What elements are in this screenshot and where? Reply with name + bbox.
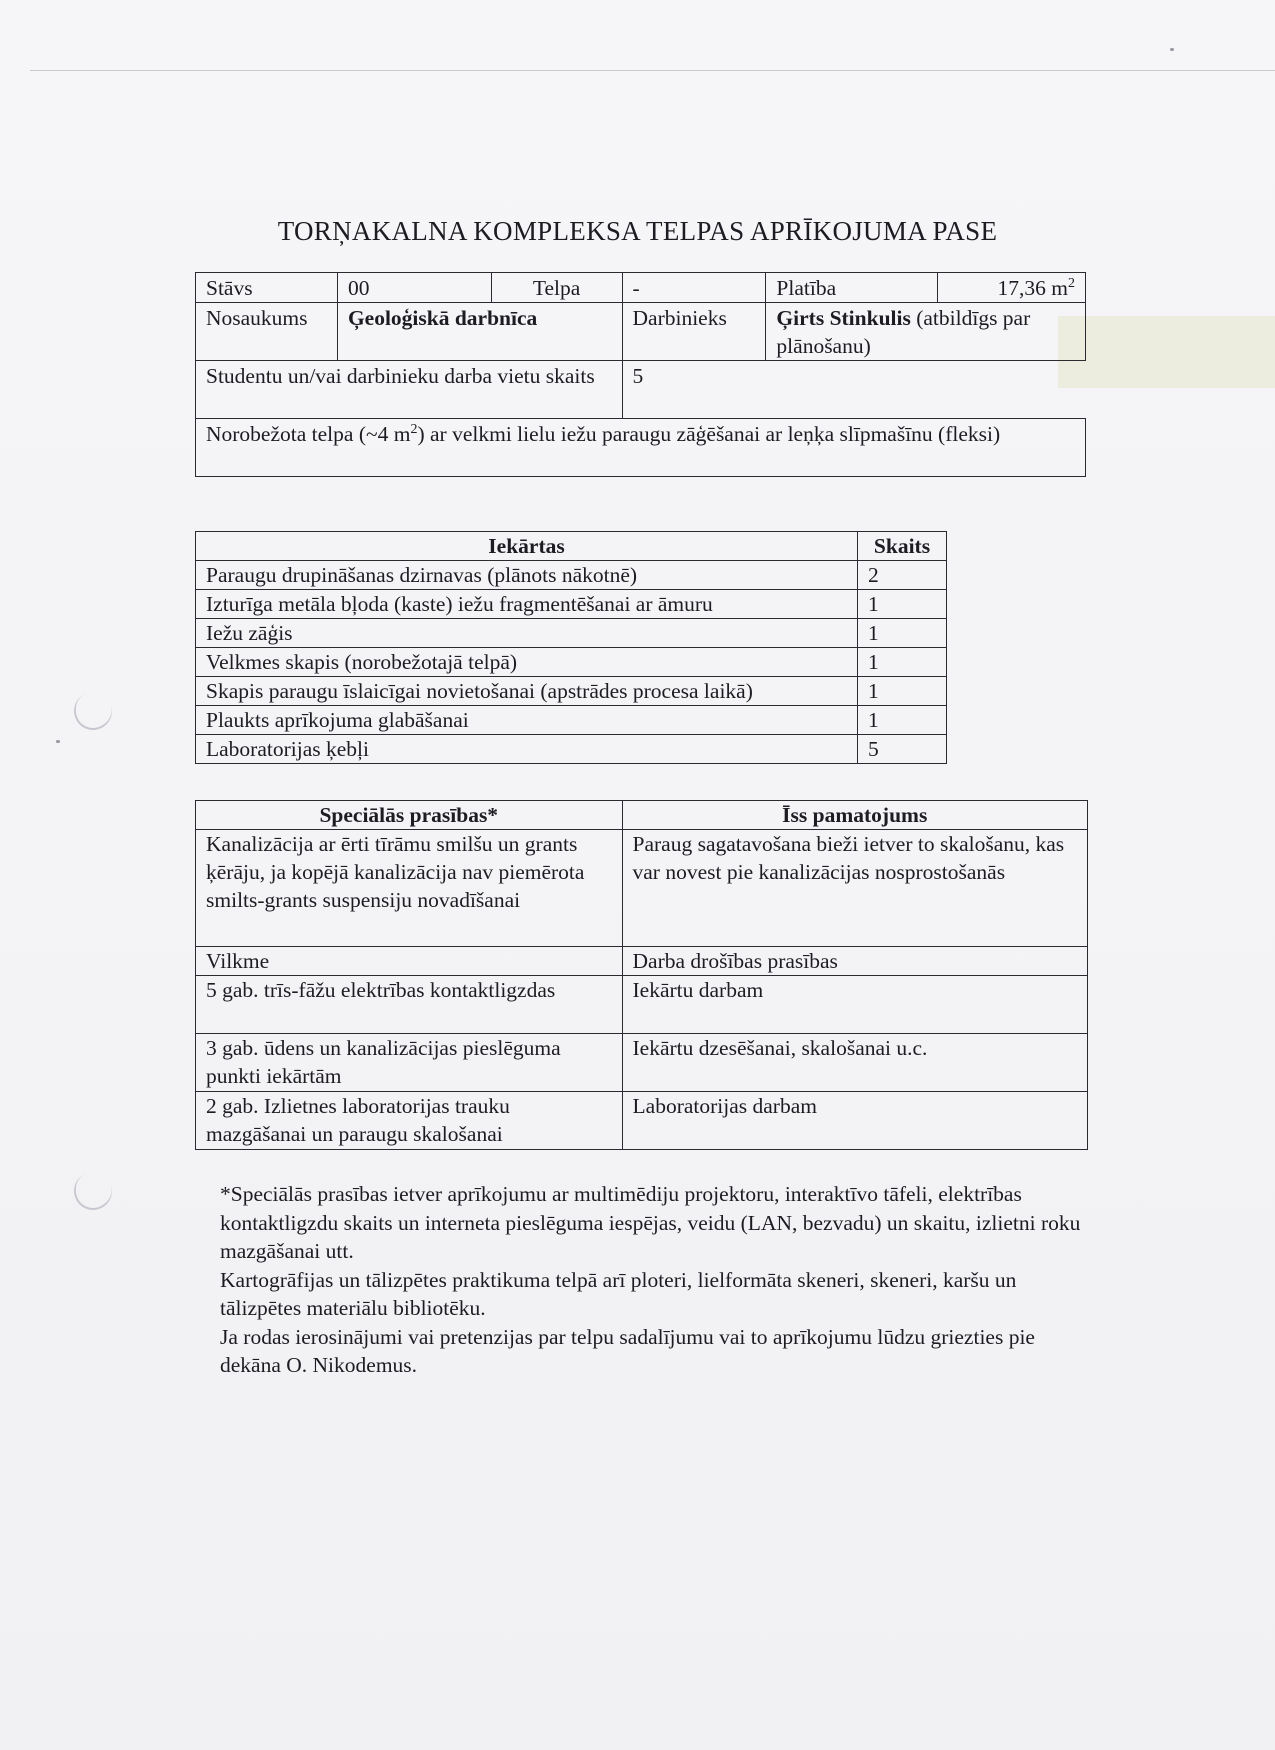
equipment-count: 1 xyxy=(858,677,947,706)
requirements-header-reason: Īss pamatojums xyxy=(622,801,1087,830)
equipment-header-count: Skaits xyxy=(858,532,947,561)
equipment-item: Velkmes skapis (norobežotajā telpā) xyxy=(196,648,858,677)
table-row xyxy=(196,619,947,648)
footnote-paragraph: *Speciālās prasības ietver aprīkojumu ar multimēdiju projektoru, interaktīvo tāfeli, elektrības kontaktligzdu skaits un interneta pieslēguma iespējas, veidu (LAN, bezvadu) un skaitu, izlietni roku mazgāšanai utt. xyxy=(220,1182,1081,1263)
scan-speck xyxy=(1170,48,1174,51)
equipment-item: Plaukts aprīkojuma glabāšanai xyxy=(196,706,858,735)
requirement-reason: Laboratorijas darbam xyxy=(622,1092,1087,1150)
area-value: 17,36 $m^2$ xyxy=(938,273,1086,303)
equipment-header-row xyxy=(196,532,947,561)
equipment-item: Laboratorijas ķebļi xyxy=(196,735,858,764)
floor-label: Stāvs xyxy=(196,273,338,303)
footnote-paragraph: Ja rodas ierosinājumi vai pretenzijas par telpu sadalījumu vai to aprīkojumu lūdzu griezties pie dekāna O. Nikodemus. xyxy=(220,1324,1035,1377)
equipment-item: Izturīga metāla bļoda (kaste) iežu fragmentēšanai ar āmuru xyxy=(196,590,858,619)
table-row xyxy=(196,1092,1088,1150)
tape-strip xyxy=(1058,316,1275,388)
punch-hole-mark xyxy=(69,1167,118,1216)
info-row-note xyxy=(196,419,1086,477)
requirement-text: 2 gab. Izlietnes laboratorijas trauku mazgāšanai un paraugu skalošanai xyxy=(196,1092,623,1150)
requirement-text: 5 gab. trīs-fāžu elektrības kontaktligzdas xyxy=(196,976,623,1034)
equipment-count: 2 xyxy=(858,561,947,590)
scan-edge-line xyxy=(30,70,1275,71)
equipment-count: 5 xyxy=(858,735,947,764)
floor-value: 00 xyxy=(337,273,491,303)
workplaces-label: Studentu un/vai darbinieku darba vietu skaits xyxy=(196,361,623,419)
workplaces-value: 5 xyxy=(622,361,1086,419)
requirement-reason: Darba drošības prasības xyxy=(622,947,1087,976)
equipment-count: 1 xyxy=(858,590,947,619)
equipment-count: 1 xyxy=(858,648,947,677)
staff-value xyxy=(766,303,1086,361)
requirement-text: Vilkme xyxy=(196,947,623,976)
info-row-floor xyxy=(196,273,1086,303)
staff-note: (atbildīgs par plānošanu) xyxy=(776,306,1031,358)
equipment-item: Paraugu drupināšanas dzirnavas (plānots nākotnē) xyxy=(196,561,858,590)
table-row xyxy=(196,706,947,735)
requirements-header-req: Speciālās prasības* xyxy=(196,801,623,830)
equipment-item: Iežu zāģis xyxy=(196,619,858,648)
name-value: Ģeoloģiskā darbnīca xyxy=(337,303,622,361)
staff-name: Ģirts Stinkulis xyxy=(776,306,911,330)
area-label: Platība xyxy=(766,273,938,303)
equipment-table xyxy=(195,531,947,764)
footnote xyxy=(220,1180,1100,1380)
room-info-table xyxy=(195,272,1086,477)
room-value: - xyxy=(622,273,766,303)
room-label: Telpa xyxy=(491,273,622,303)
table-row xyxy=(196,830,1088,947)
info-row-workplaces xyxy=(196,361,1086,419)
table-row xyxy=(196,677,947,706)
equipment-item: Skapis paraugu īslaicīgai novietošanai (apstrādes procesa laikā) xyxy=(196,677,858,706)
page-title: TORŅAKALNA KOMPLEKSA TELPAS APRĪKOJUMA PASE xyxy=(277,216,998,246)
equipment-count: 1 xyxy=(858,706,947,735)
name-label: Nosaukums xyxy=(196,303,338,361)
table-row xyxy=(196,1034,1088,1092)
requirement-text: 3 gab. ūdens un kanalizācijas pieslēguma punkti iekārtām xyxy=(196,1034,623,1092)
staff-label: Darbinieks xyxy=(622,303,766,361)
requirement-reason: Iekārtu dzesēšanai, skalošanai u.c. xyxy=(622,1034,1087,1092)
info-row-name xyxy=(196,303,1086,361)
scan-speck xyxy=(56,740,60,743)
table-row xyxy=(196,590,947,619)
equipment-count: 1 xyxy=(858,619,947,648)
requirement-text: Kanalizācija ar ērti tīrāmu smilšu un grants ķērāju, ja kopējā kanalizācija nav piemērota smilts-grants suspensiju novadīšanai xyxy=(196,830,623,947)
requirement-reason: Iekārtu darbam xyxy=(622,976,1087,1034)
equipment-header-item: Iekārtas xyxy=(196,532,858,561)
table-row xyxy=(196,976,1088,1034)
requirements-header-row xyxy=(196,801,1088,830)
table-row xyxy=(196,735,947,764)
room-note: Norobežota telpa (~4 $m^2$) ar velkmi lielu iežu paraugu zāģēšanai ar leņķa slīpmašīnu (fleksi) xyxy=(196,419,1086,477)
table-row xyxy=(196,947,1088,976)
table-row xyxy=(196,561,947,590)
special-requirements-table xyxy=(195,800,1088,1150)
punch-hole-mark xyxy=(69,687,118,736)
footnote-paragraph: Kartogrāfijas un tālizpētes praktikuma telpā arī ploteri, lielformāta skeneri, skeneri, karšu un tālizpētes materiālu bibliotēku. xyxy=(220,1267,1017,1320)
table-row xyxy=(196,648,947,677)
requirement-reason: Paraug sagatavošana bieži ietver to skalošanu, kas var novest pie kanalizācijas nosprostošanās xyxy=(622,830,1087,947)
